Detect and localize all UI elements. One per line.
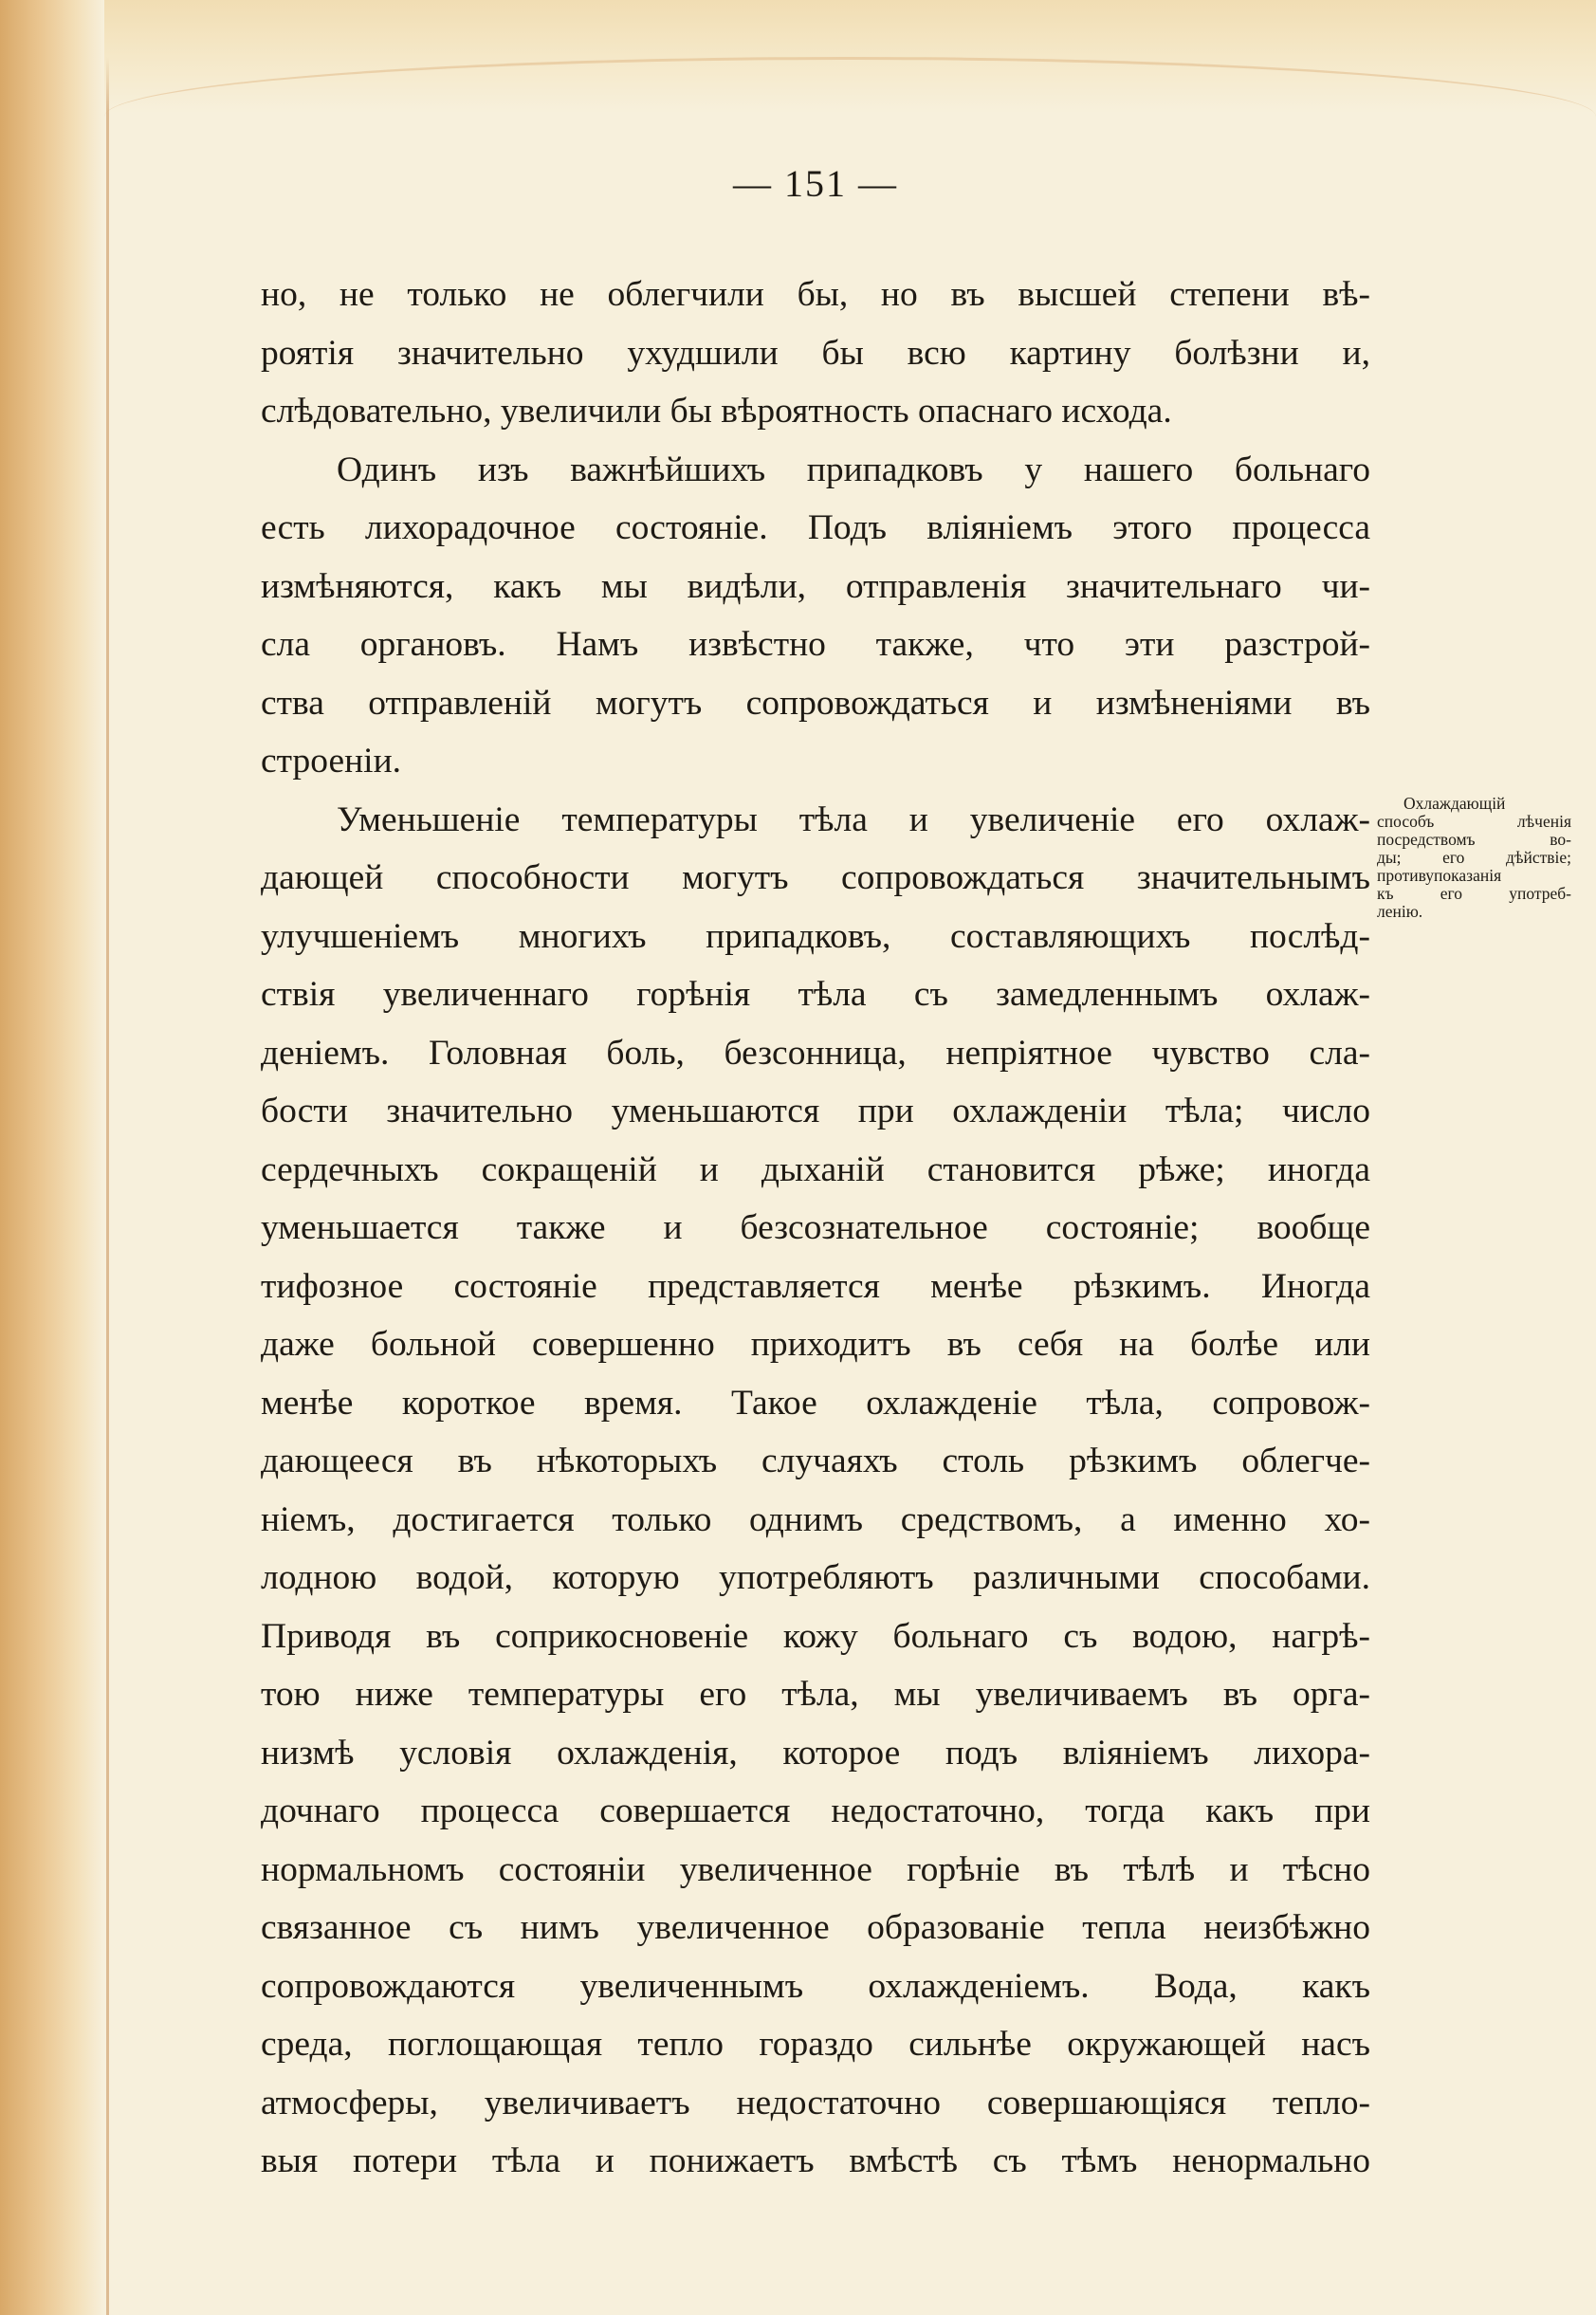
text-line: роятія значительно ухудшили бы всю картину болѣзни и,	[261, 333, 1370, 373]
text-line: даже больной совершенно приходитъ въ себя на болѣе или	[261, 1325, 1370, 1364]
page-number: — 151 —	[733, 162, 898, 205]
text-line: строеніи.	[261, 742, 402, 781]
text-line: низмѣ условія охлажденія, которое подъ вліяніемъ лихора-	[261, 1733, 1370, 1773]
margin-note-line: противупоказанія	[1377, 866, 1502, 885]
main-text-block	[261, 266, 1370, 2191]
text-line: уменьшается также и безсознательное состояніе; вообще	[261, 1208, 1370, 1247]
text-line: дочнаго процесса совершается недостаточно, тогда какъ при	[261, 1791, 1370, 1830]
text-line: связанное съ нимъ увеличенное образованіе тепла неизбѣжно	[261, 1908, 1370, 1947]
text-line: Приводя въ соприкосновеніе кожу больнаго съ водою, нагрѣ-	[261, 1616, 1370, 1656]
margin-note-line: способъ лѣченія	[1377, 812, 1571, 831]
text-line: сла органовъ. Намъ извѣстно также, что эти разстрой-	[261, 625, 1370, 664]
text-line: атмосферы, увеличиваетъ недостаточно совершающіяся тепло-	[261, 2083, 1370, 2122]
text-line: Одинъ изъ важнѣйшихъ припадковъ у нашего больнаго	[337, 450, 1370, 489]
text-line: сердечныхъ сокращеній и дыханій становится рѣже; иногда	[261, 1149, 1370, 1189]
text-line: среда, поглощающая тепло гораздо сильнѣе окружающей насъ	[261, 2025, 1370, 2064]
text-line: дающееся въ нѣкоторыхъ случаяхъ столь рѣзкимъ облегче-	[261, 1442, 1370, 1480]
text-line: дающей способности могутъ сопровождаться значительнымъ	[261, 858, 1370, 897]
text-line: слѣдовательно, увеличили бы вѣроятность опаснаго исхода.	[261, 392, 1172, 431]
text-line: тою ниже температуры его тѣла, мы увеличиваемъ въ орга-	[261, 1675, 1370, 1714]
text-line: ства отправленій могутъ сопровождаться и измѣненіями въ	[261, 683, 1370, 723]
margin-note-line: ленію.	[1377, 902, 1423, 921]
text-line: измѣняются, какъ мы видѣли, отправленія значительнаго чи-	[261, 566, 1370, 606]
margin-note-line: ды; его дѣйствіе;	[1377, 848, 1571, 867]
text-line: ствія увеличеннаго горѣнія тѣла съ замедленнымъ охлаж-	[261, 975, 1370, 1014]
text-line: но, не только не облегчили бы, но въ высшей степени вѣ-	[261, 275, 1370, 314]
text-line: нормальномъ состояніи увеличенное горѣніе въ тѣлѣ и тѣсно	[261, 1849, 1370, 1889]
text-line: выя потери тѣла и понижаетъ вмѣстѣ съ тѣмъ ненормально	[261, 2141, 1370, 2180]
text-line: сопровождаются увеличеннымъ охлажденіемъ. Вода, какъ	[261, 1966, 1370, 2006]
text-line: тифозное состояніе представляется менѣе рѣзкимъ. Иногда	[261, 1266, 1370, 1306]
text-line: ніемъ, достигается только однимъ средствомъ, а именно хо-	[261, 1499, 1370, 1539]
text-line: бости значительно уменьшаются при охлажденіи тѣла; число	[261, 1092, 1370, 1130]
margin-note-line: посредствомъ во-	[1377, 830, 1571, 849]
text-line: лодною водой, которую употребляютъ различными способами.	[261, 1558, 1370, 1597]
text-line: Уменьшеніе температуры тѣла и увеличеніе его охлаж-	[337, 799, 1370, 839]
text-line: улучшеніемъ многихъ припадковъ, составляющихъ послѣд-	[261, 916, 1370, 956]
margin-note-line: къ его употреб-	[1377, 884, 1571, 903]
margin-note-line: Охлаждающій	[1403, 794, 1506, 813]
text-line: деніемъ. Головная боль, безсонница, непріятное чувство сла-	[261, 1033, 1370, 1073]
margin-note	[1377, 795, 1571, 921]
text-line: менѣе короткое время. Такое охлажденіе тѣла, сопровож-	[261, 1383, 1370, 1423]
text-line: есть лихорадочное состояніе. Подъ вліяніемъ этого процесса	[261, 508, 1370, 547]
